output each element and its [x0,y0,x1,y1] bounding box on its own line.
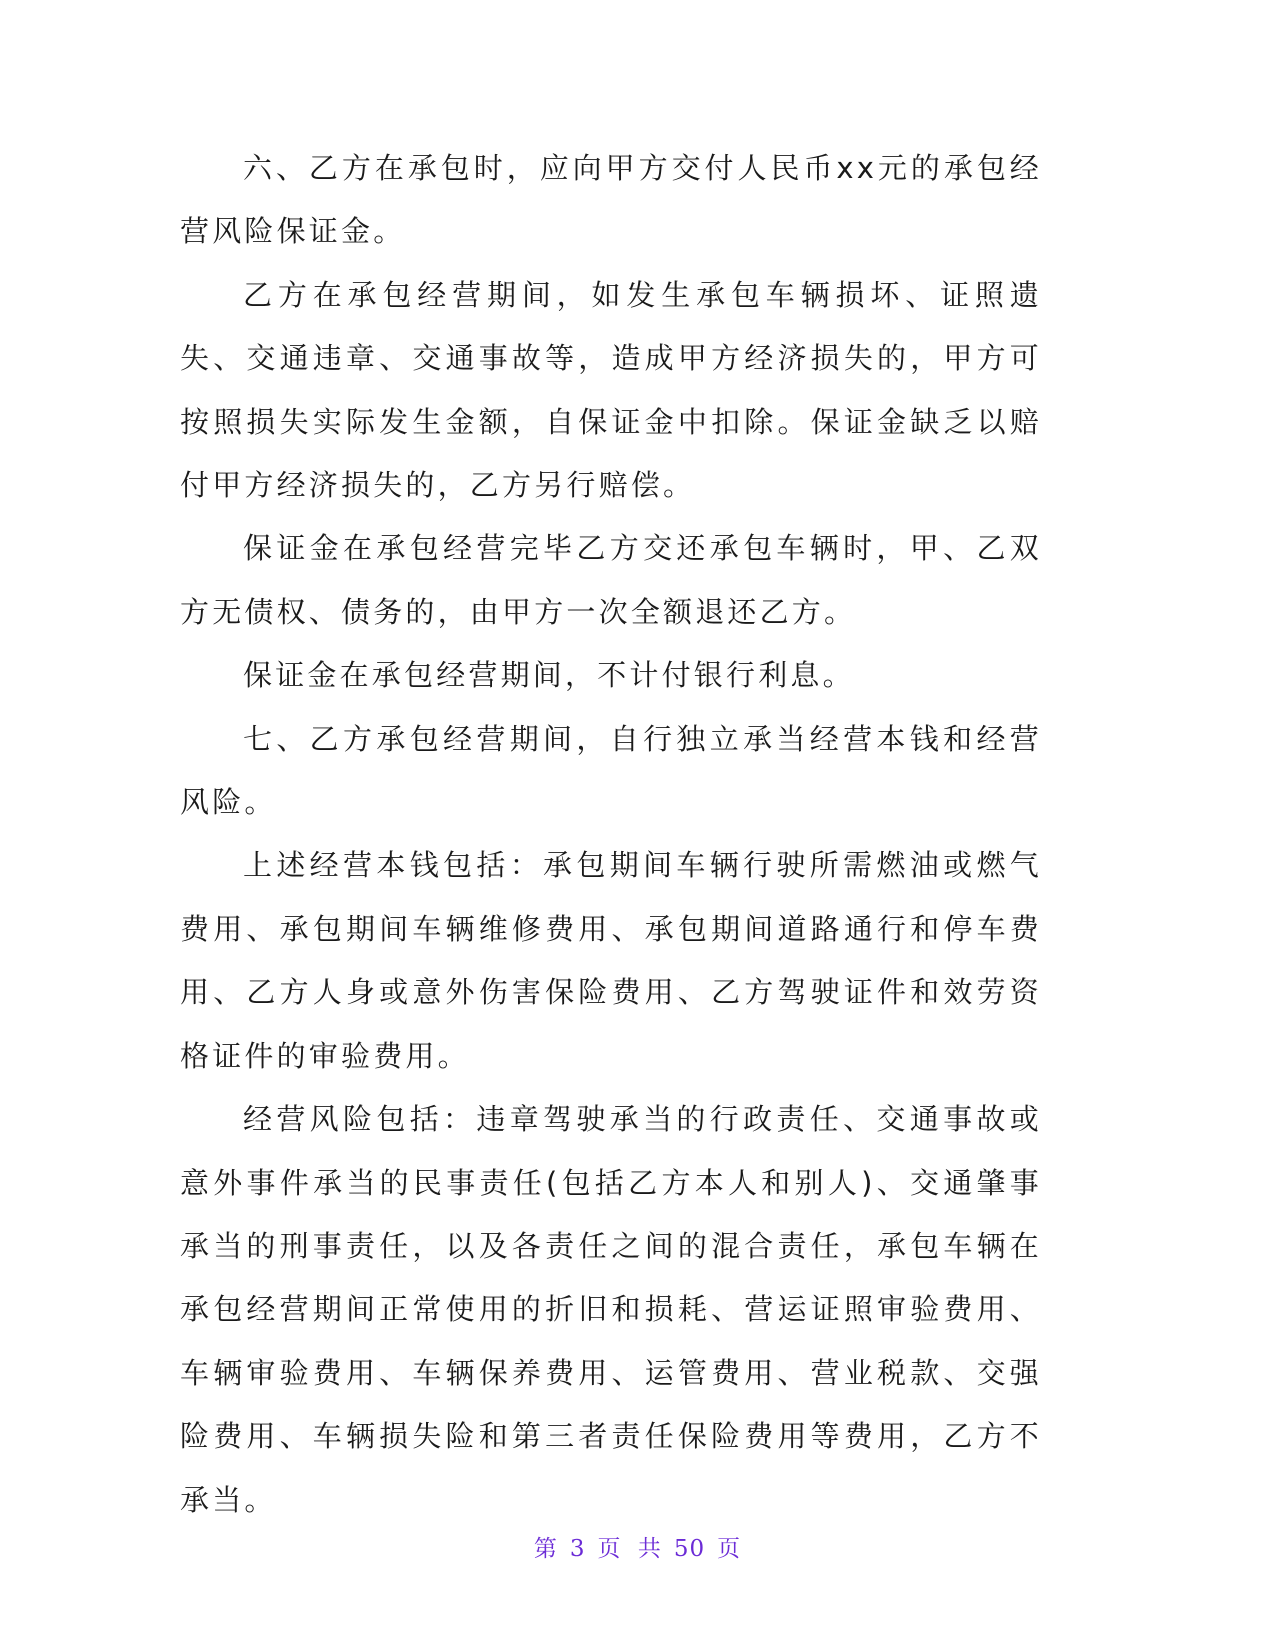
paragraph-operating-risk-clause: 七、乙方承包经营期间，自行独立承当经营本钱和经营风险。 [180,721,1042,820]
paragraph-deposit-clause: 六、乙方在承包时，应向甲方交付人民币xx元的承包经营风险保证金。 [180,151,1042,249]
paragraph-operating-risks: 经营风险包括：违章驾驶承当的行政责任、交通事故或意外事件承当的民事责任(包括乙方本人和别人)、交通肇事承当的刑事责任，以及各责任之间的混合责任，承包车辆在承包经营期间正常使用的折旧和损耗、营运证照审验费用、车辆审验费用、车辆保养费用、运管费用、营业税款、交强险费用、车辆损失险和第三者责任保险费用等费用，乙方不承当。 [180,1102,1042,1517]
footer-middle: 页 共 [597,1536,662,1562]
page-footer [0,1530,1275,1563]
paragraph-deposit-deduction: 乙方在承包经营期间，如发生承包车辆损坏、证照遗失、交通违章、交通事故等，造成甲方经济损失的，甲方可按照损失实际发生金额，自保证金中扣除。保证金缺乏以赔付甲方经济损失的，乙方另行赔偿。 [180,277,1042,503]
footer-current-page: 3 [569,1536,586,1562]
footer-suffix: 页 [717,1536,742,1562]
paragraph-deposit-refund: 保证金在承包经营完毕乙方交还承包车辆时，甲、乙双方无债权、债务的，由甲方一次全额退还乙方。 [180,531,1042,629]
paragraph-operating-costs: 上述经营本钱包括：承包期间车辆行驶所需燃油或燃气费用、承包期间车辆维修费用、承包期间道路通行和停车费用、乙方人身或意外伤害保险费用、乙方驾驶证件和效劳资格证件的审验费用。 [180,848,1042,1073]
document-body [180,137,1042,1532]
footer-total-pages: 50 [673,1536,706,1562]
footer-prefix: 第 [533,1536,558,1562]
paragraph-deposit-interest: 保证金在承包经营期间，不计付银行利息。 [243,658,855,693]
